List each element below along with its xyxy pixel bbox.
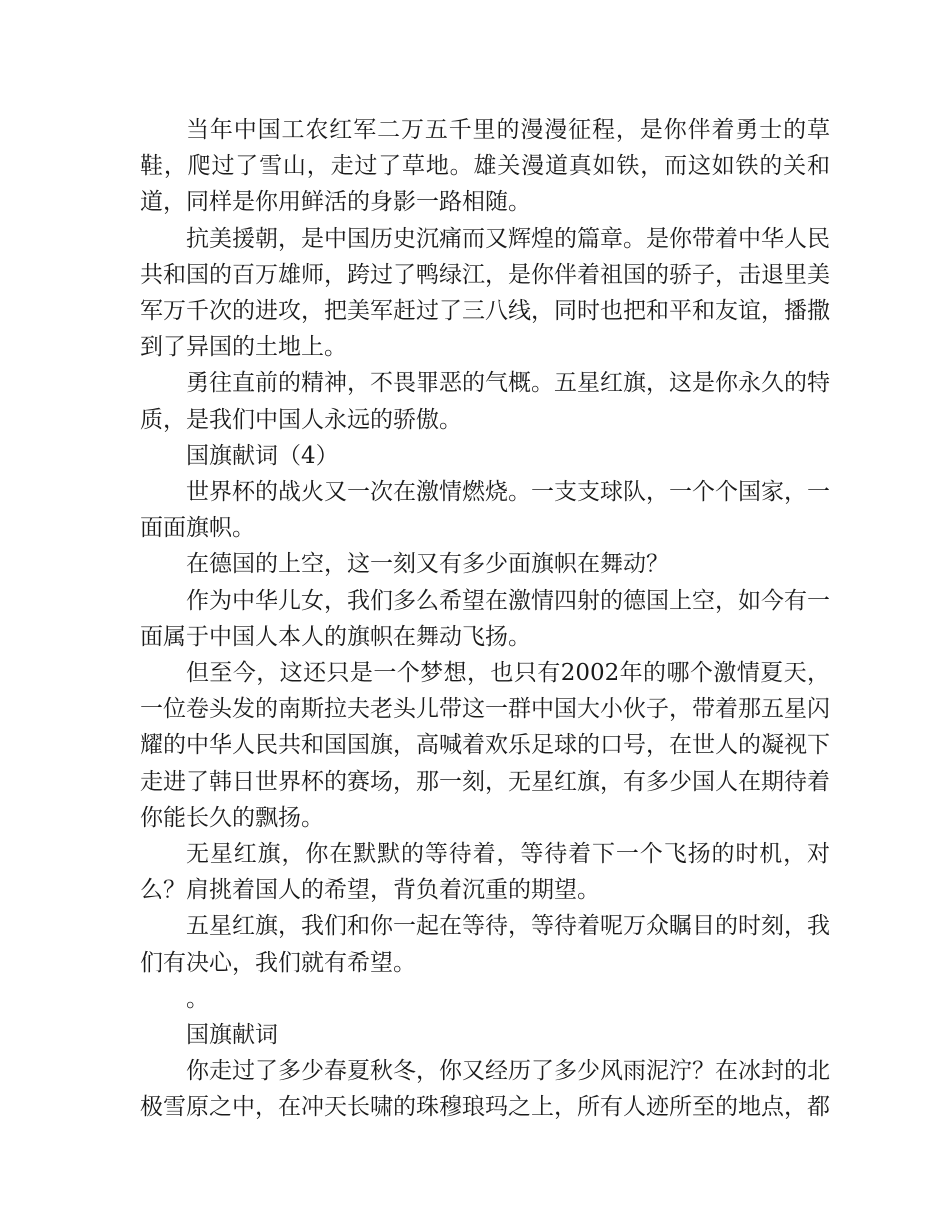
paragraph-6: 在德国的上空，这一刻又有多少面旗帜在舞动？ xyxy=(186,551,669,578)
paragraph-5: 世界杯的战火又一次在激情燃烧。一支支球队，一个个国家，一面面旗帜。 xyxy=(140,479,830,542)
paragraph-13: 你走过了多少春夏秋冬，你又经历了多少风雨泥泞？在冰封的北极雪原之中，在冲天长啸的珠穆琅玛之上，所有人迹所至的地点，都 xyxy=(140,1058,830,1121)
paragraph-8: 但至今，这还只是一个梦想，也只有2002年的哪个激情夏天，一位卷头发的南斯拉夫老头儿带这一群中国大小伙子，带着那五星闪耀的中华人民共和国国旗，高喊着欢乐足球的口号，在世人的凝视下走进了韩日世界杯的赛场，那一刻，无星红旗，有多少国人在期待着你能长久的飘扬。 xyxy=(140,660,830,831)
section-heading: 国旗献词 xyxy=(186,1022,278,1049)
paragraph-3: 勇往直前的精神，不畏罪恶的气概。五星红旗，这是你永久的特质，是我们中国人永远的骄傲。 xyxy=(140,370,830,433)
section-heading-4: 国旗献词（4） xyxy=(186,442,339,469)
paragraph-1: 当年中国工农红军二万五千里的漫漫征程，是你伴着勇士的草鞋，爬过了雪山，走过了草地。雄关漫道真如铁，而这如铁的关和道，同样是你用鲜活的身影一路相随。 xyxy=(140,117,830,216)
paragraph-9: 无星红旗，你在默默的等待着，等待着下一个飞扬的时机，对么？肩挑着国人的希望，背负着沉重的期望。 xyxy=(140,841,830,904)
document-body xyxy=(140,112,830,1126)
paragraph-11: 。 xyxy=(186,985,209,1012)
paragraph-7: 作为中华儿女，我们多么希望在激情四射的德国上空，如今有一面属于中国人本人的旗帜在舞动飞扬。 xyxy=(140,587,830,650)
paragraph-2: 抗美援朝，是中国历史沉痛而又辉煌的篇章。是你带着中华人民共和国的百万雄师，跨过了鸭绿江，是你伴着祖国的骄子，击退里美军万千次的进攻，把美军赶过了三八线，同时也把和平和友谊，播撒到了异国的土地上。 xyxy=(140,225,830,361)
paragraph-10: 五星红旗，我们和你一起在等待，等待着呢万众瞩目的时刻，我们有决心，我们就有希望。 xyxy=(140,913,830,976)
